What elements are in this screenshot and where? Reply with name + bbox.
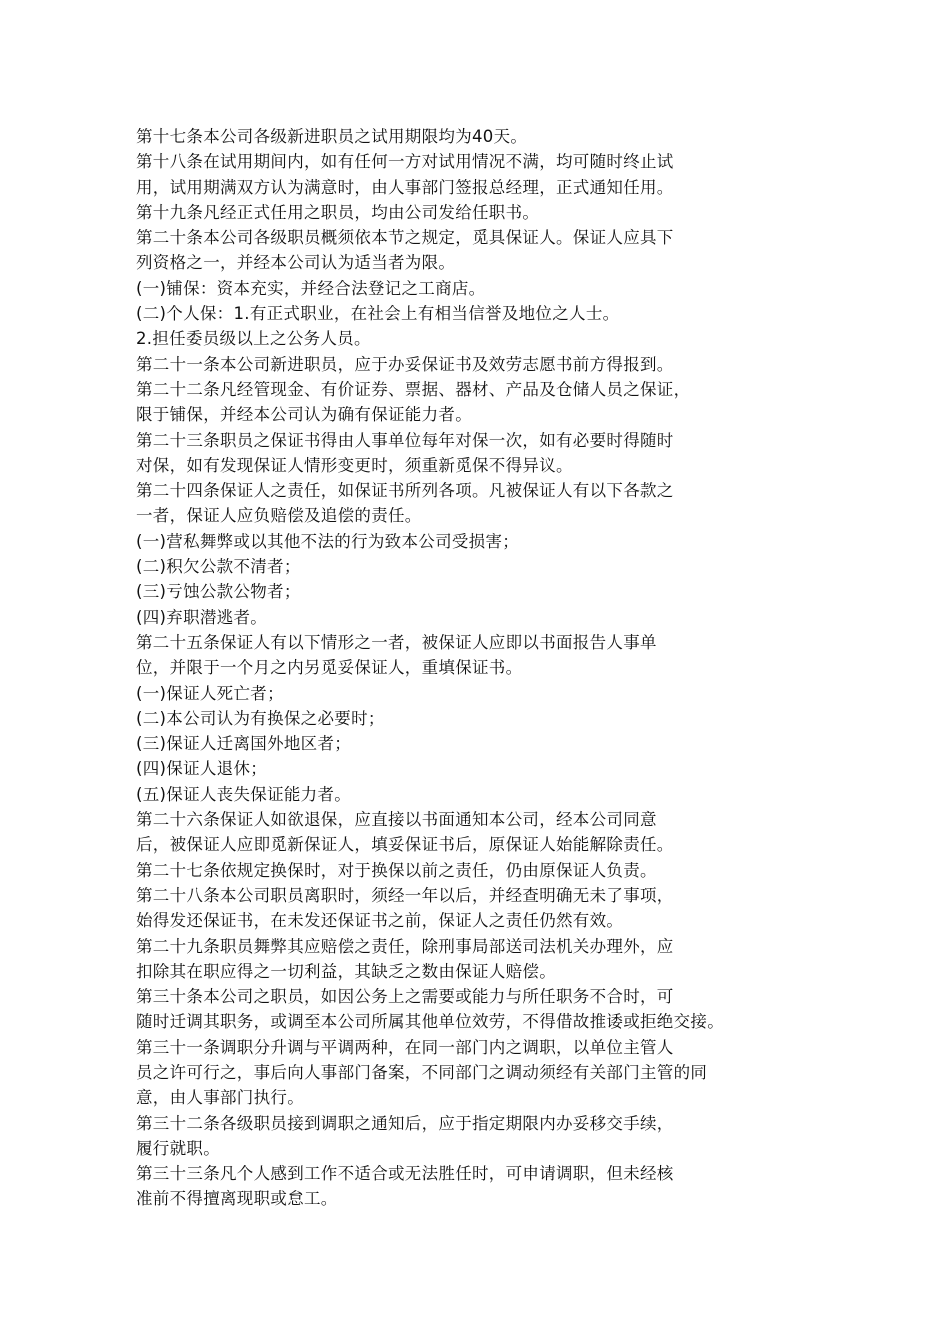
text-line: 第三十二条各级职员接到调职之通知后，应于指定期限内办妥移交手续， (136, 1113, 674, 1133)
text-line: (三)保证人迁离国外地区者； (136, 734, 352, 754)
text-line: (四)弃职潜逃者。 (136, 607, 268, 627)
text-line: (一)保证人死亡者； (136, 683, 284, 703)
text-line: 第二十四条保证人之责任，如保证书所列各项。凡被保证人有以下各款之 (136, 481, 674, 501)
text-line: (五)保证人丧失保证能力者。 (136, 784, 352, 804)
text-line: (一)铺保：资本充实，并经合法登记之工商店。 (136, 278, 486, 298)
text-line: 第十七条本公司各级新进职员之试用期限均为40天。 (136, 127, 528, 146)
text-line: 第十八条在试用期间内，如有任何一方对试用情况不满，均可随时终止试 (136, 152, 674, 172)
text-line: 第二十六条保证人如欲退保，应直接以书面通知本公司，经本公司同意 (136, 810, 657, 830)
text-line: (三)亏蚀公款公物者； (136, 582, 301, 602)
text-line: 位，并限于一个月之内另觅妥保证人，重填保证书。 (136, 658, 523, 678)
text-line: 第三十条本公司之职员，如因公务上之需要或能力与所任职务不合时，可 (136, 987, 674, 1007)
text-line: 始得发还保证书，在未发还保证书之前，保证人之责任仍然有效。 (136, 911, 624, 931)
text-line: 2.担任委员级以上之公务人员。 (136, 329, 371, 349)
text-line: 扣除其在职应得之一切利益，其缺乏之数由保证人赔偿。 (136, 961, 556, 981)
text-line: (四)保证人退休； (136, 759, 268, 779)
text-line: 第十九条凡经正式任用之职员，均由公司发给任职书。 (136, 202, 540, 222)
text-line: 用，试用期满双方认为满意时，由人事部门签报总经理，正式通知任用。 (136, 177, 674, 197)
text-line: 第二十二条凡经管现金、有价证券、票据、器材、产品及仓储人员之保证， (136, 379, 691, 399)
text-line: (二)积欠公款不清者； (136, 557, 301, 577)
text-line: 准前不得擅离现职或怠工。 (136, 1189, 338, 1209)
text-line: 第二十五条保证人有以下情形之一者，被保证人应即以书面报告人事单 (136, 632, 657, 652)
text-line: 员之许可行之，事后向人事部门备案，不同部门之调动须经有关部门主管的同 (136, 1062, 708, 1082)
text-line: 随时迁调其职务，或调至本公司所属其他单位效劳，不得借故推诿或拒绝交接。 (136, 1012, 724, 1032)
text-line: 第二十条本公司各级职员概须依本节之规定，觅具保证人。保证人应具下 (136, 228, 674, 248)
text-line: 履行就职。 (136, 1138, 220, 1158)
text-line: 一者，保证人应负赔偿及追偿的责任。 (136, 506, 422, 526)
text-line: 第三十一条调职分升调与平调两种，在同一部门内之调职，以单位主管人 (136, 1037, 674, 1057)
text-line: (一)营私舞弊或以其他不法的行为致本公司受损害； (136, 531, 520, 551)
text-line: (二)本公司认为有换保之必要时； (136, 708, 385, 728)
text-line: 限于铺保，并经本公司认为确有保证能力者。 (136, 405, 472, 425)
text-line: 第三十三条凡个人感到工作不适合或无法胜任时，可申请调职，但未经核 (136, 1164, 674, 1184)
text-line: 第二十三条职员之保证书得由人事单位每年对保一次，如有必要时得随时 (136, 430, 674, 450)
text-line: 意，由人事部门执行。 (136, 1088, 304, 1108)
document-body (136, 124, 836, 1212)
text-line: 第二十一条本公司新进职员，应于办妥保证书及效劳志愿书前方得报到。 (136, 354, 674, 374)
text-line: (二)个人保：1.有正式职业，在社会上有相当信誉及地位之人士。 (136, 304, 620, 324)
text-line: 第二十八条本公司职员离职时，须经一年以后，并经查明确无未了事项， (136, 885, 674, 905)
text-line: 后，被保证人应即觅新保证人，填妥保证书后，原保证人始能解除责任。 (136, 835, 674, 855)
text-line: 第二十九条职员舞弊其应赔偿之责任，除刑事局部送司法机关办理外，应 (136, 936, 674, 956)
text-line: 第二十七条依规定换保时，对于换保以前之责任，仍由原保证人负责。 (136, 860, 657, 880)
text-line: 列资格之一，并经本公司认为适当者为限。 (136, 253, 456, 273)
text-line: 对保，如有发现保证人情形变更时，须重新觅保不得异议。 (136, 455, 573, 475)
